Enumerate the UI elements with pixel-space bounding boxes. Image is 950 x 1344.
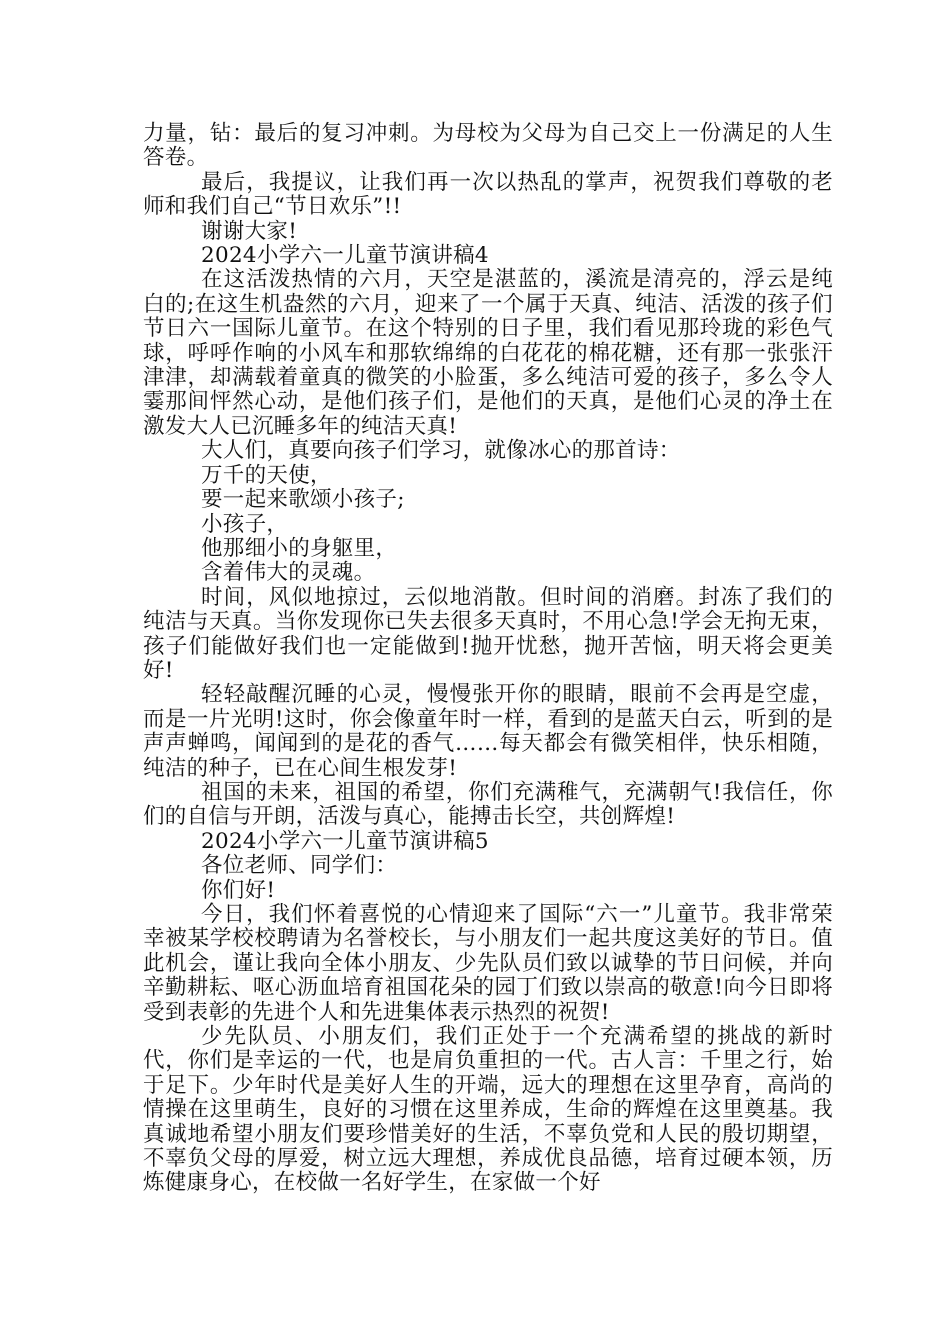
paragraph: 轻轻敲醒沉睡的心灵，慢慢张开你的眼睛，眼前不会再是空虚，而是一片光明!这时，你会像童年时一样，看到的是蓝天白云，听到的是声声蝉鸣，闻闻到的是花的香气……每天都会有微笑相伴，快乐相随，纯洁的种子，已在心间生根发芽! [143, 682, 833, 781]
poem-line: 小孩子， [201, 511, 289, 537]
paragraph: 谢谢大家! [201, 218, 298, 244]
poem-line: 他那细小的身躯里， [201, 535, 398, 561]
greeting: 你们好! [201, 877, 276, 903]
paragraph: 在这活泼热情的六月，天空是湛蓝的，溪流是清亮的，浮云是纯白的;在这生机盎然的六月，迎来了一个属于天真、纯洁、活泼的孩子们节日六一国际儿童节。在这个特别的日子里，我们看见那玲珑的彩色气球，呼呼作响的小风车和那软绵绵的白花花的棉花糖，还有那一张张汗津津，却满载着童真的微笑的小脸蛋，多么纯洁可爱的孩子，多么令人霎那间怦然心动，是他们孩子们，是他们的天真，是他们心灵的净土在激发大人已沉睡多年的纯洁天真! [143, 267, 833, 439]
section-heading: 2024小学六一儿童节演讲稿4 [201, 243, 489, 269]
paragraph: 时间，风似地掠过，云似地消散。但时间的消磨。封冻了我们的纯洁与天真。当你发现你已失去很多天真时，不用心急!学会无拘无束，孩子们能做好我们也一定能做到!抛开忧愁，抛开苦恼，明天将会更美好! [143, 584, 833, 683]
poem-line: 含着伟大的灵魂。 [201, 560, 376, 586]
paragraph: 少先队员、小朋友们，我们正处于一个充满希望的挑战的新时代，你们是幸运的一代，也是肩负重担的一代。古人言：千里之行，始于足下。少年时代是美好人生的开端，远大的理想在这里孕育，高尚的情操在这里萌生，良好的习惯在这里养成，生命的辉煌在这里奠基。我真诚地希望小朋友们要珍惜美好的生活，不辜负党和人民的殷切期望，不辜负父母的厚爱，树立远大理想，养成优良品德，培育过硬本领，历炼健康身心，在校做一名好学生，在家做一个好 [143, 1024, 833, 1196]
poem-line: 万千的天使， [201, 462, 332, 488]
document-body [143, 122, 833, 1196]
paragraph: 今日，我们怀着喜悦的心情迎来了国际“六一”儿童节。我非常荣幸被某学校校聘请为名誉校长，与小朋友们一起共度这美好的节日。值此机会，谨让我向全体小朋友、少先队员们致以诚挚的节日问候，并向辛勤耕耘、呕心沥血培育祖国花朵的园丁们致以崇高的敬意!向今日即将受到表彰的先进个人和先进集体表示热烈的祝贺! [143, 902, 833, 1025]
salutation: 各位老师、同学们： [201, 853, 398, 879]
paragraph: 力量，钻：最后的复习冲刺。为母校为父母为自己交上一份满足的人生答卷。 [143, 121, 833, 171]
paragraph: 大人们，真要向孩子们学习，就像冰心的那首诗： [201, 438, 681, 464]
poem-line: 要一起来歌颂小孩子; [201, 487, 405, 513]
paragraph: 最后，我提议，让我们再一次以热乱的掌声，祝贺我们尊敬的老师和我们自己“节日欢乐”!! [143, 169, 833, 220]
paragraph: 祖国的未来，祖国的希望，你们充满稚气，充满朝气!我信任，你们的自信与开朗，活泼与真心，能搏击长空，共创辉煌! [143, 779, 833, 830]
section-heading: 2024小学六一儿童节演讲稿5 [201, 828, 489, 854]
